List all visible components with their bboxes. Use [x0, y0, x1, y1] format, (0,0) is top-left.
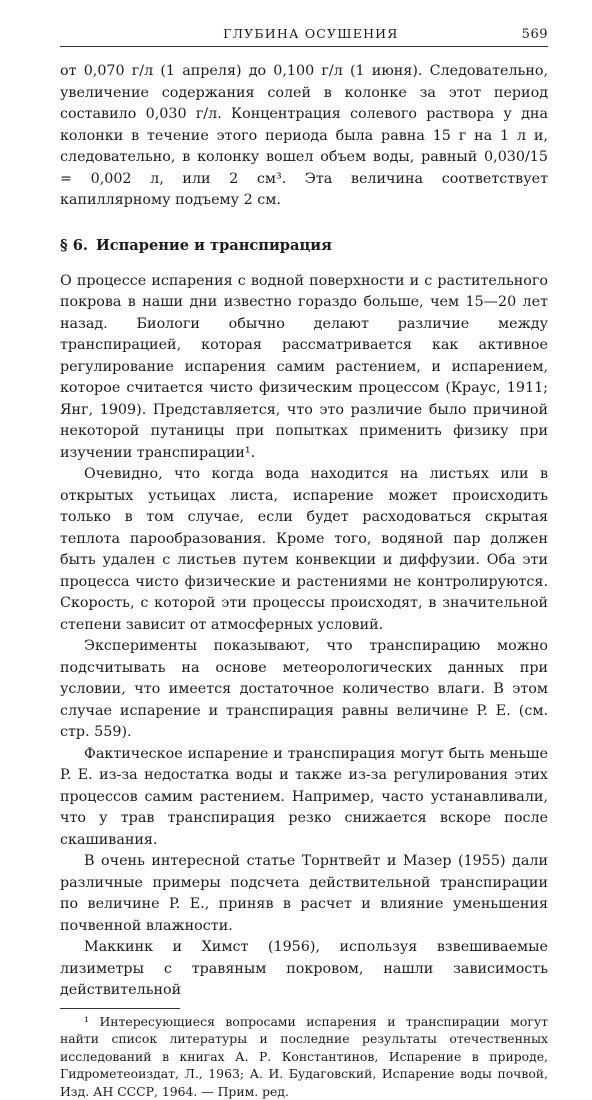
body-paragraph-2: Очевидно, что когда вода находится на листьях или в открытых устьицах листа, испарение может происходить только в том случае, если будет расходоваться скрытая теплота парообразования. Кроме того, водяной пар должен быть удален с листьев путем конвекции и диффузии. Оба эти процесса чисто физические и растениями не контролируются. Скорость, с которой эти процессы происходят, в значительной степени зависит от атмосферных условий.	[60, 464, 548, 636]
intro-paragraph: от 0,070 г/л (1 апреля) до 0,100 г/л (1 июня). Следовательно, увеличение содержания солей в колонке за этот период составило 0,030 г/л. Концентрация солевого раствора у дна колонки в течение этого периода была равна 15 г на 1 л и, следовательно, в колонку вошел объем воды, равный 0,030/15 = 0,002 л, или 2 см³. Эта величина соответствует капиллярному подъему 2 см.	[60, 61, 548, 212]
footnote-text: ¹ Интересующиеся вопросами испарения и транспирации могут найти список литературы и последние результаты отечественных исследований в книгах А. Р. Константинов, Испарение в природе, Гидрометеоиздат, Л., 1963; А. И. Будаговский, Испарение воды почвой, Изд. АН СССР, 1964. — Прим. ред.	[60, 1013, 548, 1100]
section-title: Испарение и транспирация	[96, 237, 332, 254]
running-title: ГЛУБИНА ОСУШЕНИЯ	[100, 26, 522, 41]
footnote	[60, 1013, 548, 1100]
section-heading	[60, 237, 548, 254]
body-paragraph-3: Эксперименты показывают, что транспирацию можно подсчитывать на основе метеорологических данных при условии, что имеется достаточное количество влаги. В этом случае испарение и транспирация равны величине P. E. (см. стр. 559).	[60, 636, 548, 744]
body-paragraph-1: О процессе испарения с водной поверхности и с растительного покрова в наши дни известно гораздо больше, чем 15—20 лет назад. Биологи обычно делают различие между транспирацией, которая рассматривается как активное регулирование испарения самим растением, и испарением, которое считается чисто физическим процессом (Краус, 1911; Янг, 1909). Представляется, что это различие было причиной некоторой путаницы при попытках применить физику при изучении транспирации¹.	[60, 271, 548, 465]
book-page	[60, 26, 548, 1100]
section-number: § 6.	[60, 237, 88, 254]
body-paragraph-6: Маккинк и Химст (1956), используя взвешиваемые лизиметры с травяным покровом, нашли зависимость действительной	[60, 937, 548, 1002]
body-paragraph-5: В очень интересной статье Торнтвейт и Мазер (1955) дали различные примеры подсчета действительной транспирации по величине P. E., приняв в расчет и влияние уменьшения почвенной влажности.	[60, 851, 548, 937]
footnote-divider	[60, 1008, 180, 1009]
body-paragraph-4: Фактическое испарение и транспирация могут быть меньше P. E. из-за недостатка воды и также из-за регулирования этих процессов самим растением. Например, часто устанавливали, что у трав транспирация резко снижается вскоре после скашивания.	[60, 744, 548, 852]
running-header	[60, 26, 548, 47]
page-number: 569	[522, 27, 548, 42]
